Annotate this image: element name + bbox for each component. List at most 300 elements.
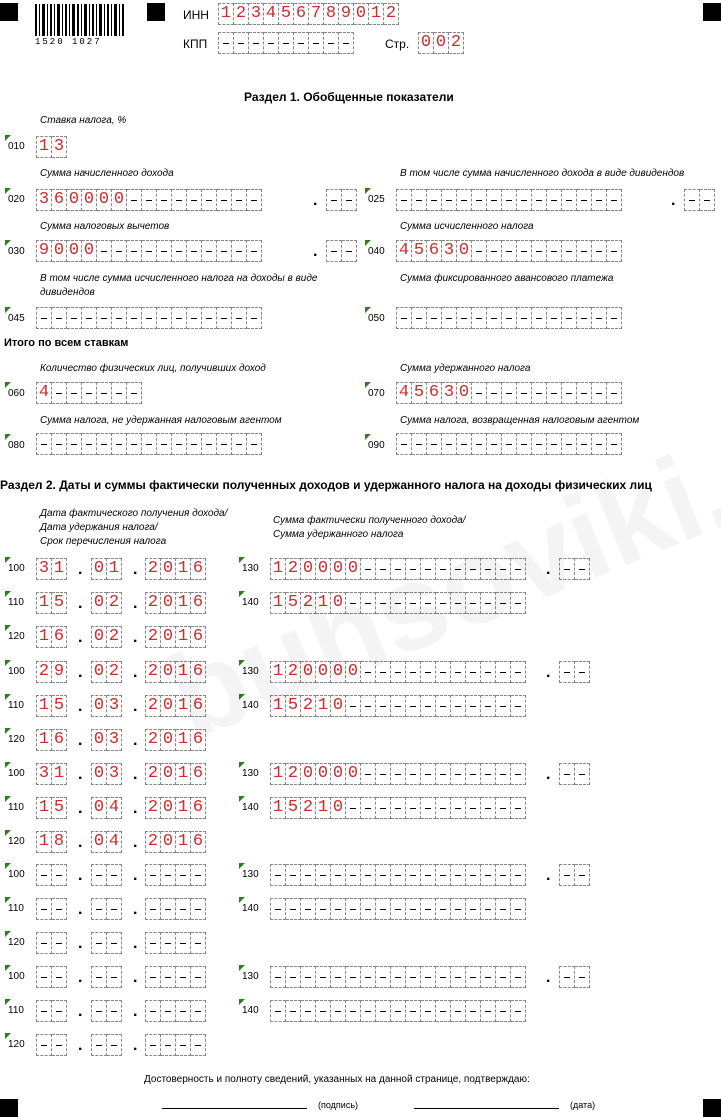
- digit-cell: 3: [36, 763, 52, 785]
- digit-cell: 0: [82, 240, 97, 262]
- digit-cell: [161, 932, 176, 954]
- digit-cell: [326, 240, 342, 262]
- block2-code-140: 140: [242, 700, 259, 711]
- digit-cell: [191, 966, 206, 988]
- digit-cell: 3: [442, 382, 457, 404]
- digit-cell: [532, 433, 547, 455]
- digit-cell: [301, 898, 316, 920]
- digit-cell: 0: [82, 189, 97, 211]
- digit-cell: [436, 1000, 451, 1022]
- block3-code-100: 100: [8, 768, 25, 779]
- block3-income-kopecks[interactable]: [559, 763, 590, 785]
- f025-kopecks-field[interactable]: [684, 189, 715, 211]
- block2-date-120-day[interactable]: [36, 729, 67, 751]
- digit-cell: [577, 433, 592, 455]
- registration-marker-bottom-left: [0, 1099, 18, 1117]
- block4-code-140: 140: [242, 903, 259, 914]
- block1-date-110-year[interactable]: [145, 592, 206, 614]
- digit-cell: [187, 189, 202, 211]
- digit-cell: [361, 661, 376, 683]
- digit-cell: [217, 307, 232, 329]
- block2-code-130: 130: [242, 666, 259, 677]
- digit-cell: [91, 932, 107, 954]
- digit-cell: 6: [52, 626, 67, 648]
- digit-cell: [142, 189, 157, 211]
- digit-cell: [202, 433, 217, 455]
- block2-date-100-year[interactable]: [145, 661, 206, 683]
- block4-date-110-day[interactable]: [36, 898, 67, 920]
- digit-cell: [361, 898, 376, 920]
- block3-date-110-day[interactable]: [36, 797, 67, 819]
- digit-cell: [421, 797, 436, 819]
- digit-cell: [436, 695, 451, 717]
- date-label: (дата): [570, 1100, 596, 1110]
- block5-date-100-year[interactable]: [145, 966, 206, 988]
- block5-date-120-month[interactable]: [91, 1034, 122, 1056]
- digit-cell: [607, 382, 622, 404]
- digit-cell: [547, 189, 562, 211]
- digit-cell: [481, 966, 496, 988]
- digit-cell: 0: [331, 558, 346, 580]
- block4-date-110-month[interactable]: [91, 898, 122, 920]
- digit-cell: 0: [161, 661, 176, 683]
- digit-cell: 6: [191, 661, 206, 683]
- f090-caption: Сумма налога, возвращенная налоговым агентом: [400, 415, 640, 426]
- block5-date-100-month[interactable]: [91, 966, 122, 988]
- block4-code-130: 130: [242, 869, 259, 880]
- date-line[interactable]: [414, 1108, 559, 1109]
- block5-date-120-dot2: .: [133, 1037, 138, 1054]
- digit-cell: [481, 661, 496, 683]
- digit-cell: [421, 695, 436, 717]
- block5-income-field[interactable]: [270, 966, 526, 988]
- block5-date-100-day[interactable]: [36, 966, 67, 988]
- block4-date-100-day[interactable]: [36, 864, 67, 886]
- f025-field[interactable]: [396, 189, 622, 211]
- f030-code: 030: [8, 246, 25, 257]
- digit-cell: [427, 307, 442, 329]
- digit-cell: [562, 433, 577, 455]
- block5-date-100-dot1: .: [78, 969, 83, 986]
- f030-kopecks-field[interactable]: [326, 240, 357, 262]
- digit-cell: 0: [331, 695, 346, 717]
- block2-date-110-month[interactable]: [91, 695, 122, 717]
- digit-cell: [202, 307, 217, 329]
- digit-cell: 2: [234, 3, 249, 25]
- digit-cell: 3: [36, 558, 52, 580]
- digit-cell: 2: [107, 661, 122, 683]
- block1-date-100-month[interactable]: [91, 558, 122, 580]
- block5-date-120-year[interactable]: [145, 1034, 206, 1056]
- digit-cell: [127, 433, 142, 455]
- digit-cell: [487, 382, 502, 404]
- block2-date-110-day[interactable]: [36, 695, 67, 717]
- block3-date-100-month[interactable]: [91, 763, 122, 785]
- digit-cell: 5: [286, 695, 301, 717]
- block1-date-120-year[interactable]: [145, 626, 206, 648]
- digit-cell: [232, 307, 247, 329]
- digit-cell: [52, 1000, 67, 1022]
- digit-cell: [376, 898, 391, 920]
- digit-cell: 1: [270, 592, 286, 614]
- block1-income-decimal-point: .: [546, 561, 551, 578]
- digit-cell: [234, 32, 249, 54]
- f050-caption: Сумма фиксированного авансового платежа: [400, 273, 614, 284]
- digit-cell: [406, 1000, 421, 1022]
- digit-cell: [481, 1000, 496, 1022]
- digit-cell: [187, 307, 202, 329]
- digit-cell: [700, 189, 715, 211]
- block5-withheld-field[interactable]: [270, 1000, 526, 1022]
- digit-cell: [52, 1034, 67, 1056]
- digit-cell: [391, 864, 406, 886]
- f080-code: 080: [8, 440, 25, 451]
- digit-cell: 1: [176, 797, 191, 819]
- f050-field[interactable]: [396, 307, 622, 329]
- f025-decimal-point: .: [671, 192, 676, 209]
- block2-date-120-dot1: .: [78, 732, 83, 749]
- digit-cell: [575, 558, 590, 580]
- digit-cell: 2: [145, 558, 161, 580]
- digit-cell: 0: [331, 797, 346, 819]
- digit-cell: 0: [91, 695, 107, 717]
- f080-field[interactable]: [36, 433, 262, 455]
- block4-income-kopecks[interactable]: [559, 864, 590, 886]
- digit-cell: [145, 898, 161, 920]
- f070-field[interactable]: [396, 382, 622, 404]
- block4-date-120-year[interactable]: [145, 932, 206, 954]
- digit-cell: 2: [145, 695, 161, 717]
- block3-code-110: 110: [8, 802, 24, 813]
- digit-cell: 3: [52, 136, 67, 158]
- digit-cell: [427, 433, 442, 455]
- digit-cell: [316, 898, 331, 920]
- block4-date-120-month[interactable]: [91, 932, 122, 954]
- digit-cell: [112, 307, 127, 329]
- digit-cell: [376, 661, 391, 683]
- digit-cell: [127, 307, 142, 329]
- inn-field[interactable]: [218, 3, 399, 25]
- block3-date-120-year[interactable]: [145, 831, 206, 853]
- f040-code: 040: [368, 246, 385, 257]
- digit-cell: 0: [97, 189, 112, 211]
- digit-cell: [346, 864, 361, 886]
- digit-cell: [436, 558, 451, 580]
- digit-cell: 1: [36, 831, 52, 853]
- digit-cell: 0: [331, 592, 346, 614]
- block1-date-100-year[interactable]: [145, 558, 206, 580]
- block4-date-120-day[interactable]: [36, 932, 67, 954]
- signature-line[interactable]: [162, 1108, 307, 1109]
- digit-cell: 5: [286, 592, 301, 614]
- digit-cell: [97, 382, 112, 404]
- f090-field[interactable]: [396, 433, 622, 455]
- digit-cell: [52, 307, 67, 329]
- digit-cell: [376, 695, 391, 717]
- block3-date-120-month[interactable]: [91, 831, 122, 853]
- digit-cell: 6: [191, 831, 206, 853]
- f040-field[interactable]: [396, 240, 622, 262]
- block1-income-kopecks[interactable]: [559, 558, 590, 580]
- digit-cell: 0: [346, 763, 361, 785]
- digit-cell: 2: [145, 592, 161, 614]
- digit-cell: 1: [36, 695, 52, 717]
- f020-decimal-point: .: [313, 192, 318, 209]
- block2-income-kopecks[interactable]: [559, 661, 590, 683]
- digit-cell: [517, 433, 532, 455]
- digit-cell: [436, 864, 451, 886]
- block1-date-110-day[interactable]: [36, 592, 67, 614]
- digit-cell: [331, 966, 346, 988]
- digit-cell: [406, 763, 421, 785]
- block3-date-100-day[interactable]: [36, 763, 67, 785]
- digit-cell: [342, 240, 357, 262]
- digit-cell: [436, 661, 451, 683]
- f040-caption: Сумма исчисленного налога: [400, 221, 534, 232]
- digit-cell: [406, 898, 421, 920]
- digit-cell: 1: [36, 729, 52, 751]
- block1-date-100-day[interactable]: [36, 558, 67, 580]
- digit-cell: [607, 240, 622, 262]
- block1-date-110-month[interactable]: [91, 592, 122, 614]
- digit-cell: 6: [191, 797, 206, 819]
- block4-income-field[interactable]: [270, 864, 526, 886]
- digit-cell: 1: [270, 695, 286, 717]
- block2-date-120-month[interactable]: [91, 729, 122, 751]
- digit-cell: [232, 189, 247, 211]
- digit-cell: [316, 864, 331, 886]
- digit-cell: [247, 189, 262, 211]
- digit-cell: [36, 864, 52, 886]
- digit-cell: 0: [331, 661, 346, 683]
- digit-cell: [559, 966, 575, 988]
- block2-date-120-dot2: .: [133, 732, 138, 749]
- digit-cell: [457, 307, 472, 329]
- digit-cell: [67, 433, 82, 455]
- digit-cell: [176, 966, 191, 988]
- digit-cell: [559, 661, 575, 683]
- block4-withheld-field[interactable]: [270, 898, 526, 920]
- digit-cell: 0: [457, 240, 472, 262]
- digit-cell: 0: [161, 729, 176, 751]
- section2-left-caption-2: Дата удержания налога/: [40, 522, 158, 533]
- block2-date-120-year[interactable]: [145, 729, 206, 751]
- block5-date-120-day[interactable]: [36, 1034, 67, 1056]
- block5-income-kopecks[interactable]: [559, 966, 590, 988]
- block3-income-field[interactable]: [270, 763, 526, 785]
- digit-cell: [406, 966, 421, 988]
- rate-field[interactable]: [36, 136, 67, 158]
- digit-cell: [451, 592, 466, 614]
- block4-date-110-year[interactable]: [145, 898, 206, 920]
- digit-cell: [142, 240, 157, 262]
- block2-income-decimal-point: .: [546, 664, 551, 681]
- digit-cell: 4: [107, 831, 122, 853]
- block2-date-100-day[interactable]: [36, 661, 67, 683]
- block2-code-110: 110: [8, 700, 24, 711]
- digit-cell: [82, 307, 97, 329]
- digit-cell: [436, 898, 451, 920]
- kpp-field[interactable]: [218, 32, 354, 54]
- digit-cell: [97, 307, 112, 329]
- digit-cell: [270, 1000, 286, 1022]
- block2-date-110-year[interactable]: [145, 695, 206, 717]
- digit-cell: [511, 592, 526, 614]
- f020-kopecks-field[interactable]: [326, 189, 357, 211]
- digit-cell: [436, 966, 451, 988]
- digit-cell: [466, 763, 481, 785]
- block5-date-110-day[interactable]: [36, 1000, 67, 1022]
- digit-cell: [301, 864, 316, 886]
- block1-code-120: 120: [8, 631, 25, 642]
- digit-cell: 3: [442, 240, 457, 262]
- block3-withheld-field[interactable]: [270, 797, 526, 819]
- digit-cell: 0: [67, 189, 82, 211]
- digit-cell: 0: [112, 189, 127, 211]
- digit-cell: [421, 1000, 436, 1022]
- digit-cell: 0: [161, 763, 176, 785]
- digit-cell: [391, 966, 406, 988]
- digit-cell: 1: [176, 592, 191, 614]
- f045-caption-line1: В том числе сумма исчисленного налога на доходы в виде: [40, 273, 318, 284]
- rate-code: 010: [8, 141, 25, 152]
- digit-cell: [562, 189, 577, 211]
- digit-cell: [396, 189, 412, 211]
- registration-marker-top-right: [703, 3, 721, 21]
- block2-date-100-month[interactable]: [91, 661, 122, 683]
- block1-withheld-field[interactable]: [270, 592, 526, 614]
- digit-cell: [36, 1034, 52, 1056]
- block5-date-110-dot1: .: [78, 1003, 83, 1020]
- digit-cell: [496, 558, 511, 580]
- digit-cell: 1: [107, 558, 122, 580]
- digit-cell: [442, 189, 457, 211]
- block1-date-120-day[interactable]: [36, 626, 67, 648]
- f020-field[interactable]: [36, 189, 262, 211]
- digit-cell: 1: [176, 626, 191, 648]
- digit-cell: [157, 189, 172, 211]
- digit-cell: [112, 382, 127, 404]
- digit-cell: [286, 864, 301, 886]
- digit-cell: [562, 382, 577, 404]
- kpp-label: КПП: [183, 37, 208, 51]
- digit-cell: [559, 558, 575, 580]
- digit-cell: [412, 189, 427, 211]
- block5-date-110-month[interactable]: [91, 1000, 122, 1022]
- digit-cell: [481, 763, 496, 785]
- digit-cell: [346, 1000, 361, 1022]
- digit-cell: [592, 433, 607, 455]
- digit-cell: 1: [36, 592, 52, 614]
- digit-cell: 9: [52, 661, 67, 683]
- block4-date-100-year[interactable]: [145, 864, 206, 886]
- f045-field[interactable]: [36, 307, 262, 329]
- digit-cell: [451, 797, 466, 819]
- digit-cell: [487, 433, 502, 455]
- digit-cell: [391, 797, 406, 819]
- digit-cell: [436, 797, 451, 819]
- digit-cell: 0: [301, 558, 316, 580]
- digit-cell: 1: [316, 797, 331, 819]
- digit-cell: [421, 966, 436, 988]
- digit-cell: 6: [191, 592, 206, 614]
- f030-field[interactable]: [36, 240, 262, 262]
- block1-code-110: 110: [8, 597, 24, 608]
- digit-cell: 0: [354, 3, 369, 25]
- digit-cell: 0: [91, 831, 107, 853]
- block1-income-field[interactable]: [270, 558, 526, 580]
- f060-field[interactable]: [36, 382, 142, 404]
- digit-cell: 2: [145, 763, 161, 785]
- digit-cell: [279, 32, 294, 54]
- digit-cell: 8: [324, 3, 339, 25]
- digit-cell: [145, 864, 161, 886]
- digit-cell: [487, 307, 502, 329]
- digit-cell: [176, 898, 191, 920]
- digit-cell: [264, 32, 279, 54]
- digit-cell: [376, 558, 391, 580]
- block3-date-110-year[interactable]: [145, 797, 206, 819]
- digit-cell: [496, 1000, 511, 1022]
- digit-cell: [466, 592, 481, 614]
- digit-cell: [294, 32, 309, 54]
- digit-cell: 2: [145, 831, 161, 853]
- block2-income-field[interactable]: [270, 661, 526, 683]
- block3-date-120-day[interactable]: [36, 831, 67, 853]
- digit-cell: [202, 240, 217, 262]
- digit-cell: [466, 695, 481, 717]
- digit-cell: [451, 898, 466, 920]
- digit-cell: [481, 592, 496, 614]
- block1-date-110-dot2: .: [133, 595, 138, 612]
- totals-title: Итого по всем ставкам: [4, 337, 129, 349]
- block2-date-100-dot1: .: [78, 664, 83, 681]
- digit-cell: [176, 932, 191, 954]
- digit-cell: [511, 797, 526, 819]
- digit-cell: 2: [107, 626, 122, 648]
- digit-cell: [511, 695, 526, 717]
- digit-cell: 0: [91, 592, 107, 614]
- block5-date-110-year[interactable]: [145, 1000, 206, 1022]
- digit-cell: [247, 307, 262, 329]
- digit-cell: [496, 898, 511, 920]
- block3-date-110-month[interactable]: [91, 797, 122, 819]
- digit-cell: 5: [279, 3, 294, 25]
- block4-date-100-month[interactable]: [91, 864, 122, 886]
- digit-cell: [361, 797, 376, 819]
- digit-cell: [145, 932, 161, 954]
- digit-cell: [496, 763, 511, 785]
- f045-caption-line2: дивидендов: [40, 287, 95, 298]
- digit-cell: [217, 240, 232, 262]
- digit-cell: 1: [52, 763, 67, 785]
- digit-cell: 1: [176, 763, 191, 785]
- digit-cell: 1: [36, 797, 52, 819]
- digit-cell: [451, 966, 466, 988]
- block2-withheld-field[interactable]: [270, 695, 526, 717]
- f060-code: 060: [8, 388, 25, 399]
- digit-cell: [172, 307, 187, 329]
- block1-date-120-month[interactable]: [91, 626, 122, 648]
- block5-date-120-dot1: .: [78, 1037, 83, 1054]
- digit-cell: 6: [294, 3, 309, 25]
- digit-cell: [36, 307, 52, 329]
- block3-date-100-year[interactable]: [145, 763, 206, 785]
- block3-date-100-dot2: .: [133, 766, 138, 783]
- page-number-field[interactable]: [418, 32, 464, 54]
- block3-code-140: 140: [242, 802, 259, 813]
- digit-cell: [592, 240, 607, 262]
